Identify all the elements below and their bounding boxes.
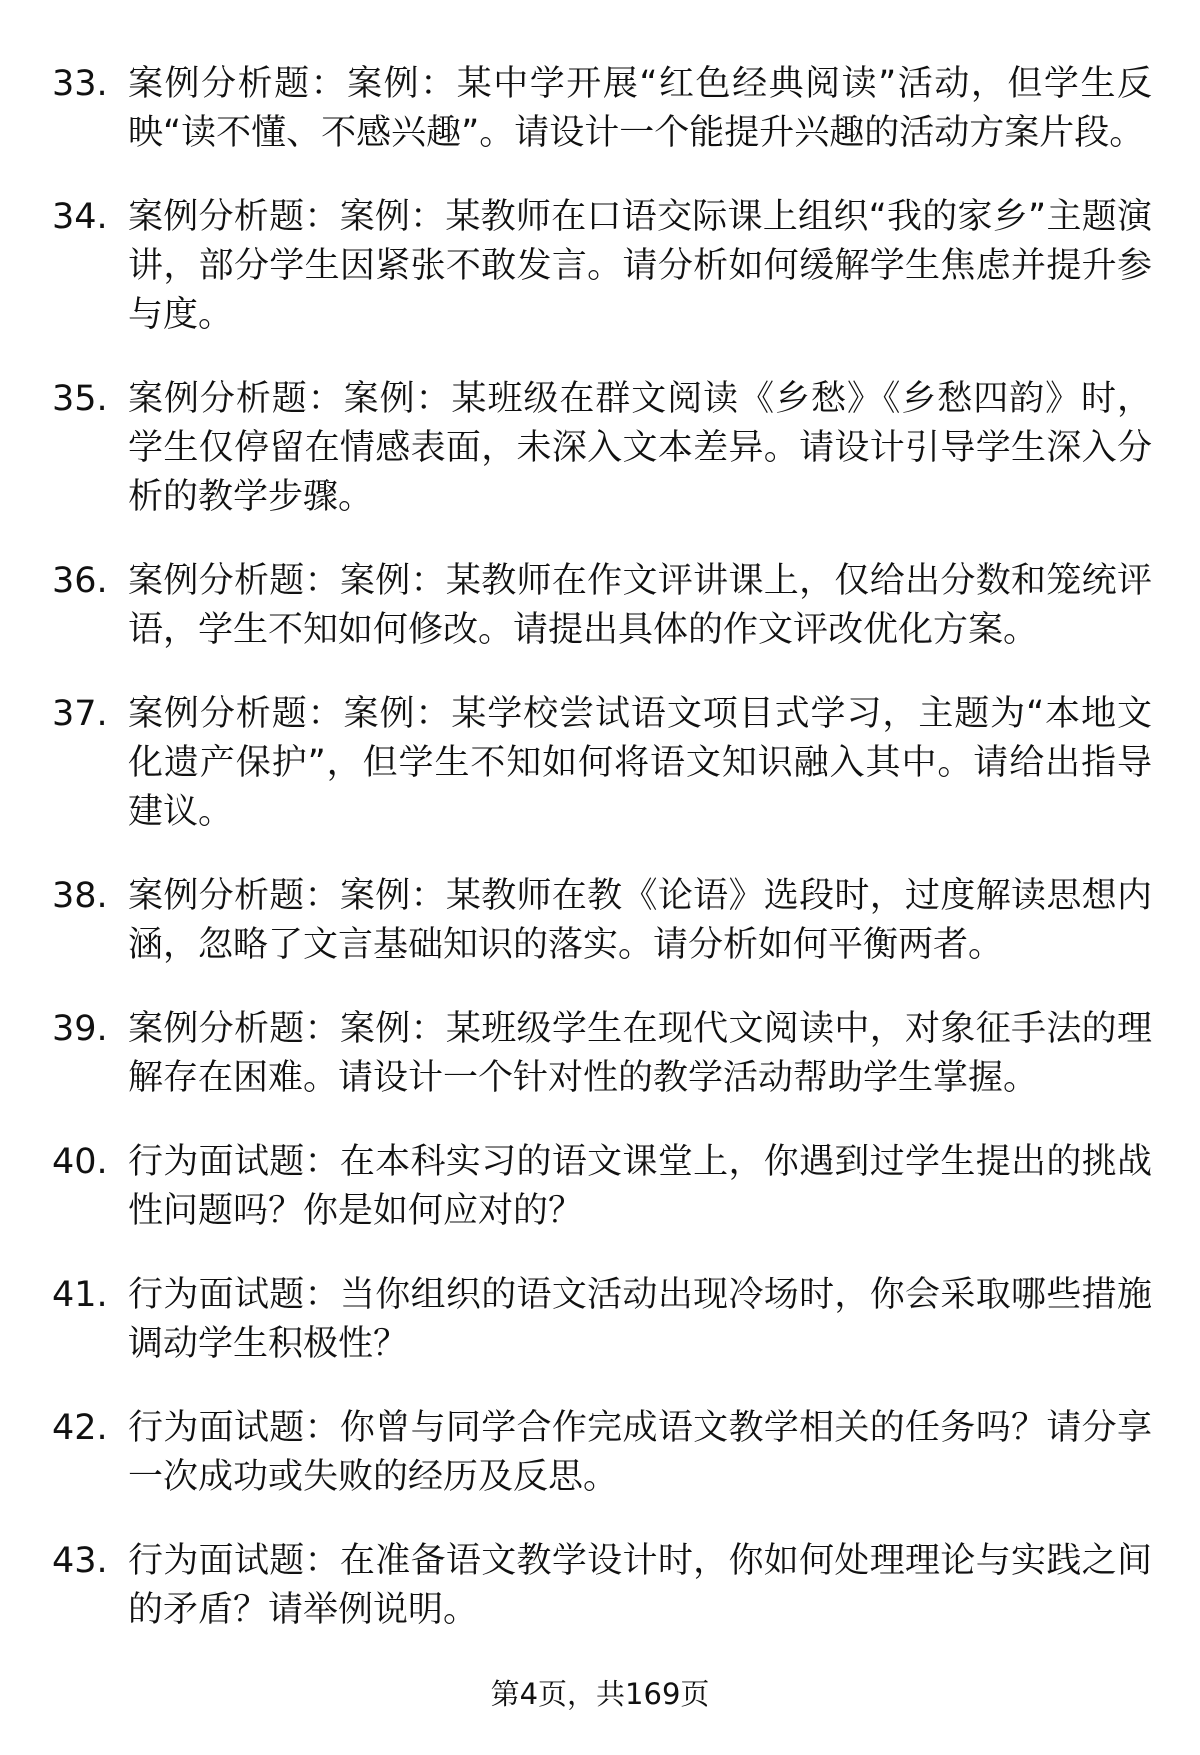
question-number: 38. — [52, 876, 108, 916]
question-item — [52, 1404, 1152, 1502]
question-number: 37. — [52, 694, 108, 734]
question-text: 案例分析题：案例：某教师在教《论语》选段时，过度解读思想内涵，忽略了文言基础知识的落实。请分析如何平衡两者。 — [128, 876, 1152, 965]
question-item — [52, 193, 1152, 340]
question-text: 行为面试题：当你组织的语文活动出现冷场时，你会采取哪些措施调动学生积极性？ — [128, 1275, 1152, 1364]
question-item — [52, 872, 1152, 970]
question-number: 34. — [52, 197, 108, 237]
question-item — [52, 690, 1152, 837]
question-item — [52, 375, 1152, 522]
question-text: 案例分析题：案例：某班级学生在现代文阅读中，对象征手法的理解存在困难。请设计一个针对性的教学活动帮助学生掌握。 — [128, 1009, 1152, 1098]
page-number: 第4页，共169页 — [490, 1677, 710, 1711]
question-item — [52, 1537, 1152, 1635]
question-text: 案例分析题：案例：某学校尝试语文项目式学习，主题为“本地文化遗产保护”，但学生不知如何将语文知识融入其中。请给出指导建议。 — [128, 694, 1152, 832]
question-number: 43. — [52, 1541, 108, 1581]
question-item — [52, 1138, 1152, 1236]
question-list — [52, 60, 1152, 1670]
question-number: 41. — [52, 1275, 108, 1315]
question-number: 42. — [52, 1408, 108, 1448]
question-text: 案例分析题：案例：某教师在口语交际课上组织“我的家乡”主题演讲，部分学生因紧张不敢发言。请分析如何缓解学生焦虑并提升参与度。 — [128, 197, 1152, 335]
question-text: 行为面试题：在准备语文教学设计时，你如何处理理论与实践之间的矛盾？请举例说明。 — [128, 1541, 1152, 1630]
question-item — [52, 1271, 1152, 1369]
question-text: 行为面试题：在本科实习的语文课堂上，你遇到过学生提出的挑战性问题吗？你是如何应对的？ — [128, 1142, 1152, 1231]
question-number: 40. — [52, 1142, 108, 1182]
question-number: 33. — [52, 64, 108, 104]
question-item — [52, 1005, 1152, 1103]
question-text: 案例分析题：案例：某班级在群文阅读《乡愁》《乡愁四韵》时，学生仅停留在情感表面，未深入文本差异。请设计引导学生深入分析的教学步骤。 — [128, 379, 1152, 517]
question-number: 36. — [52, 561, 108, 601]
question-text: 案例分析题：案例：某中学开展“红色经典阅读”活动，但学生反映“读不懂、不感兴趣”。请设计一个能提升兴趣的活动方案片段。 — [128, 64, 1152, 153]
question-item — [52, 60, 1152, 158]
question-number: 35. — [52, 379, 108, 419]
question-number: 39. — [52, 1009, 108, 1049]
question-item — [52, 557, 1152, 655]
question-text: 行为面试题：你曾与同学合作完成语文教学相关的任务吗？请分享一次成功或失败的经历及反思。 — [128, 1408, 1152, 1497]
question-text: 案例分析题：案例：某教师在作文评讲课上，仅给出分数和笼统评语，学生不知如何修改。请提出具体的作文评改优化方案。 — [128, 561, 1152, 650]
